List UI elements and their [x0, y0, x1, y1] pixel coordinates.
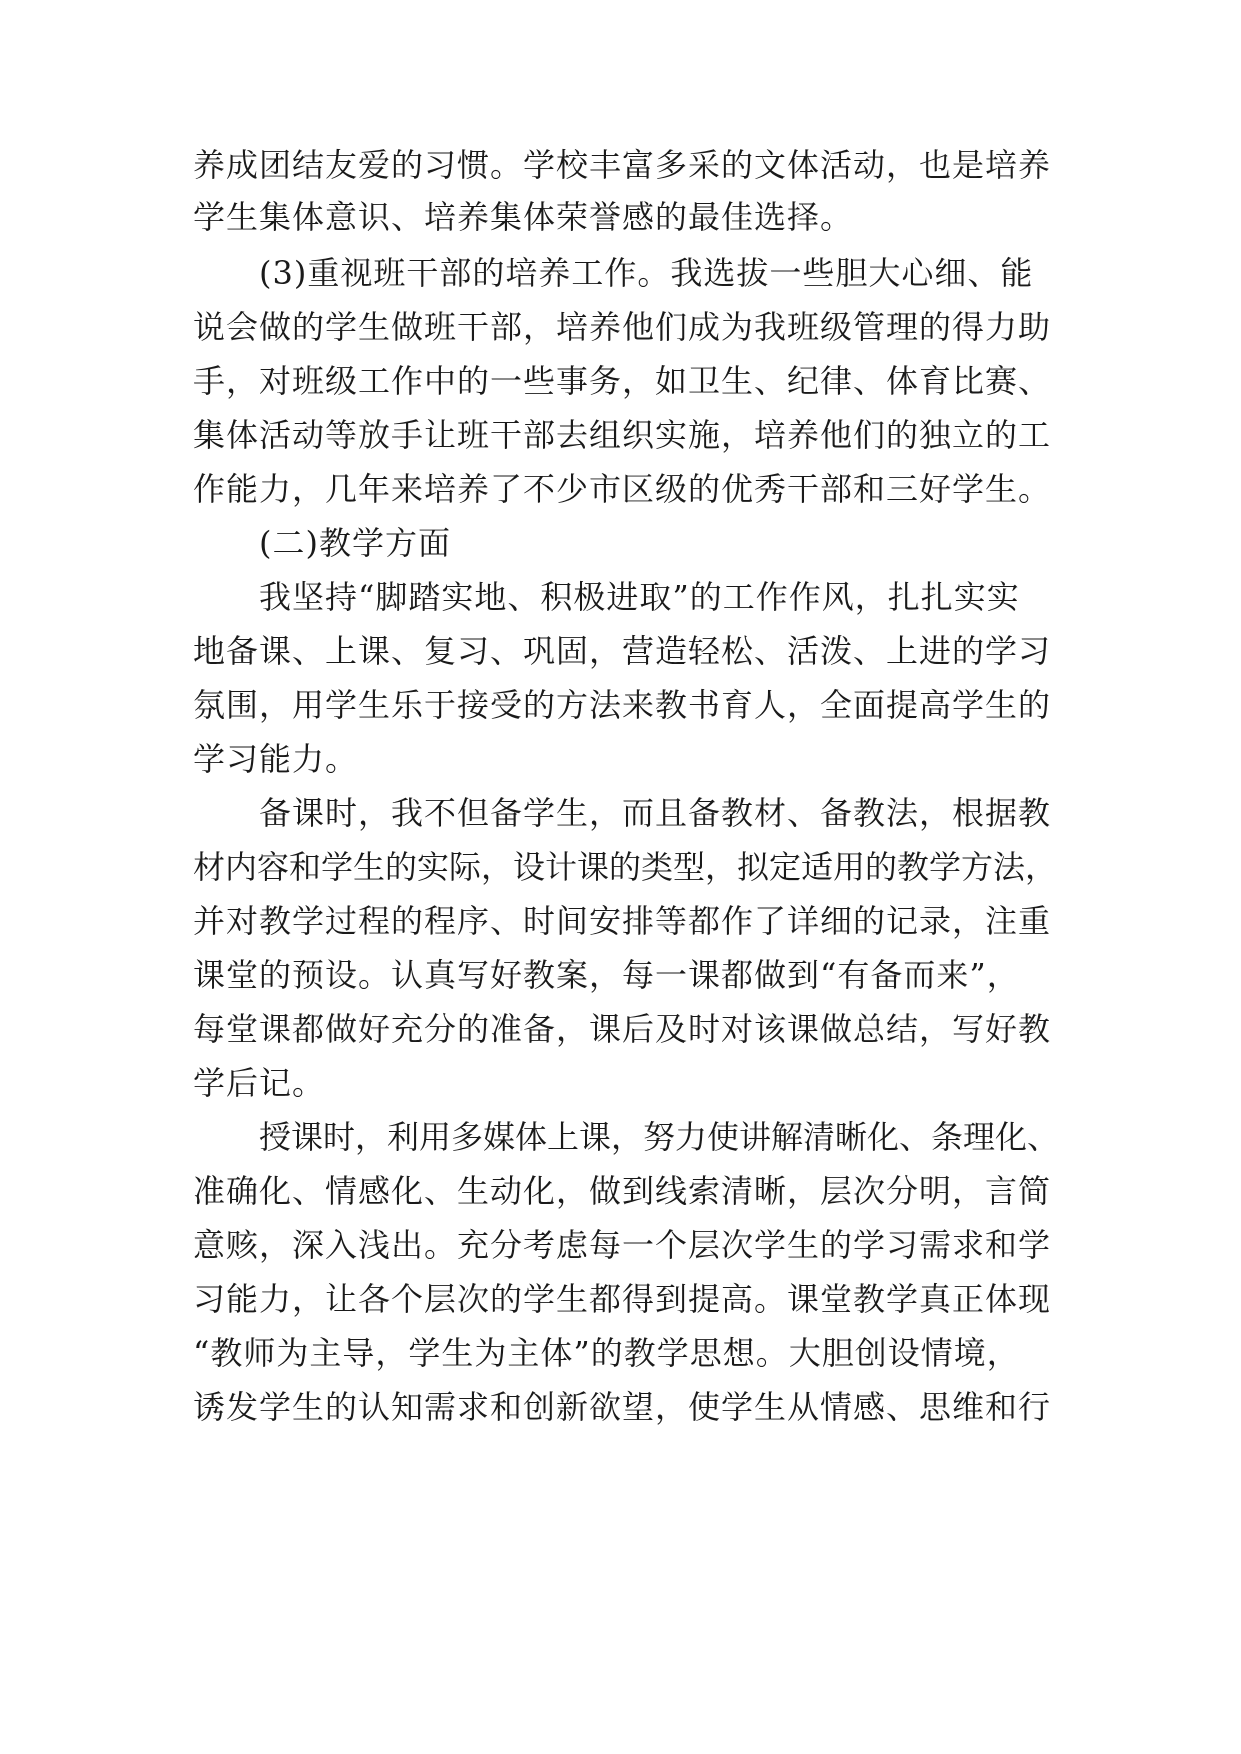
text-line: 授课时，利用多媒体上课，努力使讲解清晰化、条理化、 — [259, 1118, 1060, 1156]
text-line: 诱发学生的认知需求和创新欲望，使学生从情感、思维和行 — [193, 1388, 1052, 1426]
text-line: 地备课、上课、复习、巩固，营造轻松、活泼、上进的学习 — [193, 632, 1052, 670]
text-line: 我坚持“脚踏实地、积极进取”的工作作风，扎扎实实 — [259, 578, 1020, 616]
text-line: 并对教学过程的程序、时间安排等都作了详细的记录，注重 — [193, 902, 1052, 940]
text-line: 学生集体意识、培养集体荣誉感的最佳选择。 — [193, 198, 854, 236]
text-line: 课堂的预设。认真写好教案，每一课都做到“有备而来”， — [193, 956, 1020, 994]
text-line: 备课时，我不但备学生，而且备教材、备教法，根据教 — [259, 794, 1052, 832]
text-line: 学习能力。 — [193, 740, 359, 778]
text-line: 作能力，几年来培养了不少市区级的优秀干部和三好学生。 — [193, 470, 1052, 508]
text-line: 手，对班级工作中的一些事务，如卫生、纪律、体育比赛、 — [193, 362, 1052, 400]
section-heading: (二)教学方面 — [259, 524, 451, 562]
text-line: “教师为主导，学生为主体”的教学思想。大胆创设情境， — [193, 1334, 1020, 1372]
text-line: 氛围，用学生乐于接受的方法来教书育人，全面提高学生的 — [193, 686, 1052, 724]
text-line: 养成团结友爱的习惯。学校丰富多采的文体活动，也是培养 — [193, 146, 1052, 184]
text-line: 意赅，深入浅出。充分考虑每一个层次学生的学习需求和学 — [193, 1226, 1052, 1264]
text-line: 集体活动等放手让班干部去组织实施，培养他们的独立的工 — [193, 416, 1052, 454]
text-line: (3)重视班干部的培养工作。我选拔一些胆大心细、能 — [259, 254, 1034, 292]
text-line: 每堂课都做好充分的准备，课后及时对该课做总结，写好教 — [193, 1010, 1052, 1048]
text-line: 准确化、情感化、生动化，做到线索清晰，层次分明，言简 — [193, 1172, 1052, 1210]
text-line: 学后记。 — [193, 1064, 326, 1102]
text-line: 说会做的学生做班干部，培养他们成为我班级管理的得力助 — [193, 308, 1052, 346]
text-line: 习能力，让各个层次的学生都得到提高。课堂教学真正体现 — [193, 1280, 1052, 1318]
text-line: 材内容和学生的实际，设计课的类型，拟定适用的教学方法， — [193, 848, 1058, 886]
